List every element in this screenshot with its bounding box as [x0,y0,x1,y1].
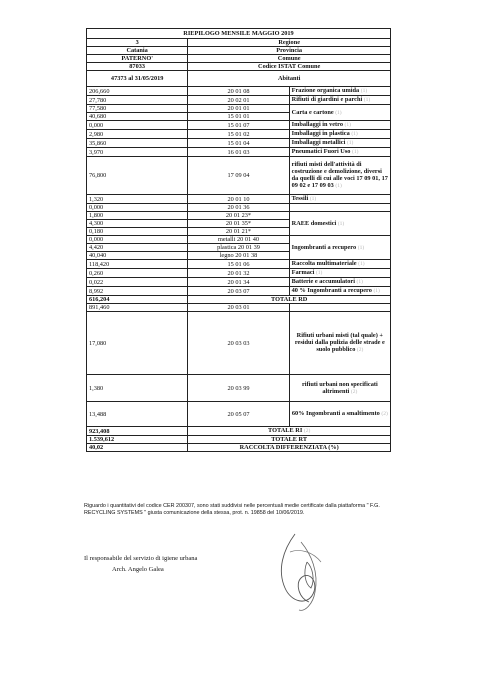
row-quantity: 27,780 [87,96,188,105]
row-cer-code: 20 01 10 [188,195,289,204]
row-description: Raccolta multimateriale [291,260,357,267]
table-row [87,287,391,296]
row-note-mark: (1) [357,244,365,251]
row-quantity: 1,320 [87,195,188,204]
table-row [87,212,391,220]
total-row [87,436,391,444]
row-note-mark: (2) [381,411,388,417]
total-label-cell [188,444,391,452]
row-note-mark: (2) [356,347,364,353]
row-quantity: 0,000 [87,204,188,212]
table-row [87,195,391,204]
total-rd-label: TOTALE RD [188,296,391,304]
row-cer-code: 16 01 03 [188,148,289,157]
row-note-mark: (2) [350,388,358,395]
footnote: Riguardo i quantitativi del codice CER 200307, sono stati suddivisi nelle percentuali medie certificate dalla piattaforma " F.G. RECYCLING SYSTEMS " giusta comunicazione della stessa, prot. n. 19858 del 10/06/2019. [84,503,380,517]
row-note-mark: (1) [309,196,317,202]
row-quantity: 1,380 [87,375,188,402]
row-cer-code: 20 05 07 [188,402,289,427]
row-quantity: 2,980 [87,130,188,139]
row-quantity: 4,300 [87,220,188,228]
table-row [87,87,391,96]
row-description-cell [289,157,390,195]
summary-table [86,28,391,452]
row-cer-code: 20 01 36 [188,204,289,212]
table-row [87,260,391,269]
table-row [87,312,391,375]
row-note-mark: (1) [335,109,342,116]
total-label-cell [188,427,391,436]
row-cer-code: 20 01 32 [188,269,289,278]
row-description-cell [289,304,390,312]
row-quantity: 76,800 [87,157,188,195]
total-label: TOTALE RI [268,427,303,434]
row-cer-code: 15 01 04 [188,139,289,148]
row-description: Imballaggi in plastica [291,130,350,137]
row-quantity: 0,000 [87,236,188,244]
row-cer-code: 15 01 07 [188,121,289,130]
header-label: Abitanti [188,71,391,87]
row-description: Farmaci [291,269,315,276]
row-description-cell [289,96,390,105]
table-row [87,304,391,312]
row-description-cell [289,269,390,278]
row-description: Carta e cartone [291,108,334,116]
row-description-cell [289,375,390,402]
undifferentiated-rows [87,304,391,427]
row-description: 60% Ingombranti a smaltimento [291,410,380,417]
total-label: TOTALE RT [271,436,308,443]
row-quantity: 77,580 [87,105,188,113]
signatory-role: Il responsabile del servizio di igiene urbana [84,555,198,562]
row-description: Imballaggi metallici [291,139,346,146]
row-quantity: 0,022 [87,278,188,287]
row-description: Rifiuti urbani misti (tal quale) + residui dalla pulizia delle strade e suolo pubblico [294,332,385,353]
row-cer-code: 20 03 07 [188,287,289,296]
row-description: Rifiuti di giardini e parchi [291,96,363,103]
header-row [87,39,391,47]
row-note-mark: (1) [315,270,323,276]
handwritten-signature [255,522,355,617]
row-cer-code: 17 09 04 [188,157,289,195]
header-value: PATERNO' [87,55,188,63]
table-row [87,269,391,278]
table-row [87,204,391,212]
total-value: 923,408 [87,427,188,436]
row-description-cell [289,260,390,269]
row-quantity: 40,680 [87,113,188,121]
row-description: rifiuti misti dell'attività di costruzione e demolizione, diversi da quelli di cui alle voci 17 09 01, 17 09 02 e 17 09 03 [291,161,388,189]
row-note-mark: (1) [358,261,365,267]
row-description-cell [289,105,390,121]
row-cer-code: 20 03 99 [188,375,289,402]
row-quantity: 0,260 [87,269,188,278]
row-description-cell [289,236,390,260]
total-row [87,444,391,452]
row-quantity: 206,660 [87,87,188,96]
row-description: Frazione organica umida [291,87,360,94]
row-quantity: 40,040 [87,252,188,260]
row-description-cell [289,130,390,139]
total-label-cell [188,436,391,444]
header-label: Codice ISTAT Comune [188,63,391,71]
total-rd-value: 616,204 [87,296,188,304]
row-quantity: 1,800 [87,212,188,220]
row-description: RAEE domestici [291,219,337,227]
table-row [87,130,391,139]
row-description-cell [289,148,390,157]
table-row [87,121,391,130]
row-description: Ingombranti a recupero [291,243,357,251]
row-description: Batterie e accumulatori [291,278,355,285]
total-value: 1.539,612 [87,436,188,444]
row-description: Imballaggi in vetro [291,121,343,128]
header-row [87,55,391,63]
row-cer-code: 20 01 34 [188,278,289,287]
waste-rows [87,87,391,296]
row-quantity: 4,420 [87,244,188,252]
row-quantity: 0,180 [87,228,188,236]
row-quantity: 891,460 [87,304,188,312]
row-cer-code: 20 01 23* [188,212,289,220]
row-cer-code: 20 02 01 [188,96,289,105]
row-cer-code: legno 20 01 38 [188,252,289,260]
row-description: rifiuti urbani non specificati altrimenti [301,380,378,395]
total-note-mark: (2) [303,428,311,434]
header-row [87,63,391,71]
header-label: Provincia [188,47,391,55]
row-quantity: 8,992 [87,287,188,296]
signatory-name: Arch. Angelo Galea [112,566,164,573]
row-description-cell [289,195,390,204]
row-cer-code: 15 01 02 [188,130,289,139]
row-quantity: 17,080 [87,312,188,375]
row-quantity: 118,420 [87,260,188,269]
row-description-cell [289,287,390,296]
row-note-mark: (1) [360,88,368,94]
total-rd-row [87,296,391,304]
row-description-cell [289,212,390,236]
table-row [87,96,391,105]
row-note-mark: (1) [351,131,358,137]
row-description-cell [289,121,390,130]
row-description: Tessili [291,195,309,202]
header-value: 87033 [87,63,188,71]
row-quantity: 0,000 [87,121,188,130]
totals-rows [87,427,391,452]
row-note-mark: (1) [352,149,359,155]
total-label: RACCOLTA DIFFERENZIATA (%) [239,444,339,451]
row-cer-code: 20 01 01 [188,105,289,113]
table-row [87,278,391,287]
row-cer-code: 15 01 01 [188,113,289,121]
row-description-cell [289,87,390,96]
table-row [87,402,391,427]
table-row [87,157,391,195]
row-description-cell [289,312,390,375]
header-row [87,47,391,55]
row-cer-code: 20 03 03 [188,312,289,375]
row-note-mark: (1) [346,140,354,146]
header-rows [87,39,391,87]
row-cer-code: 20 01 08 [188,87,289,96]
row-description-cell [289,139,390,148]
header-row [87,71,391,87]
total-row [87,427,391,436]
row-quantity: 35,860 [87,139,188,148]
report-document [86,28,391,452]
row-quantity: 3,970 [87,148,188,157]
row-cer-code: 20 01 35* [188,220,289,228]
table-row [87,105,391,113]
row-cer-code: 20 01 21* [188,228,289,236]
table-row [87,139,391,148]
header-value: 3 [87,39,188,47]
row-note-mark: (1) [363,97,371,103]
row-cer-code: plastica 20 01 39 [188,244,289,252]
table-row [87,148,391,157]
table-row [87,236,391,244]
table-row [87,375,391,402]
report-title: RIEPILOGO MENSILE MAGGIO 2019 [87,29,391,39]
header-label: Regione [188,39,391,47]
row-description-cell [289,278,390,287]
row-note-mark: (1) [373,288,380,294]
total-value: 40,02 [87,444,188,452]
row-description: Pneumatici Fuori Uso [291,148,351,155]
row-description: 40 % Ingombranti a recupero [291,287,372,294]
row-cer-code: 15 01 06 [188,260,289,269]
row-note-mark: (1) [335,183,342,189]
row-note-mark: (1) [356,279,363,285]
row-cer-code: 20 03 01 [188,304,289,312]
row-note-mark: (1) [344,122,351,128]
row-description-cell [289,204,390,212]
header-value: Catania [87,47,188,55]
header-value: 47373 al 31/05/2019 [87,71,188,87]
title-row [87,29,391,39]
row-quantity: 13,488 [87,402,188,427]
row-note-mark: (1) [337,220,345,227]
header-label: Comune [188,55,391,63]
row-cer-code: metalli 20 01 40 [188,236,289,244]
row-description-cell [289,402,390,427]
